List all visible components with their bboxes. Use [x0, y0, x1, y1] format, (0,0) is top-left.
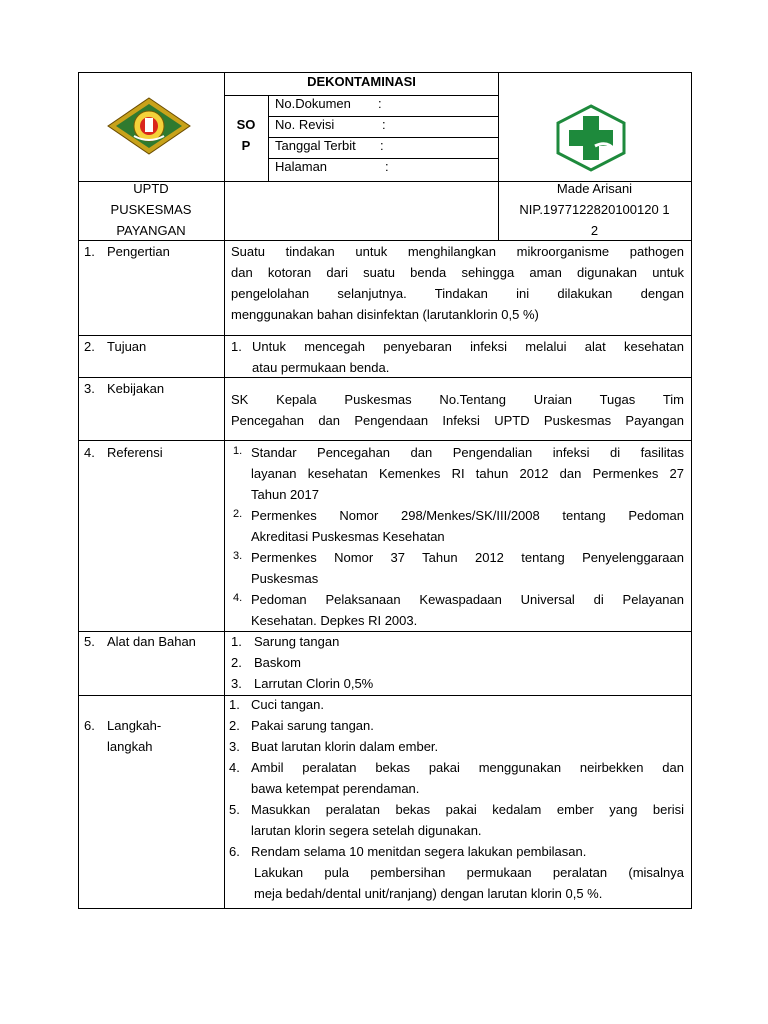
text-line: atau permukaan benda. — [252, 360, 390, 375]
section-label-langkah-line1: Langkah- — [107, 718, 162, 733]
org-name-line1: UPTD — [133, 181, 169, 196]
item-text: Baskom — [254, 655, 301, 670]
meta-colon: : — [380, 138, 384, 153]
text-line: layanan kesehatan Kemenkes RI tahun 2012 dan Permenkes 27 — [251, 466, 684, 481]
text-line: Tahun 2017 — [251, 487, 319, 502]
item-number: 3. — [233, 550, 243, 562]
item-number: 2. — [229, 718, 240, 733]
text-line: larutan klorin segera setelah digunakan. — [251, 823, 482, 838]
sop-label-line1: SO — [236, 117, 256, 132]
text-line: Untuk mencegah penyebaran infeksi melalui alat kesehatan — [252, 339, 684, 354]
meta-label: Halaman — [275, 159, 328, 174]
item-number: 6. — [229, 844, 240, 859]
item-text: Larrutan Clorin 0,5% — [254, 676, 374, 691]
text-line: Puskesmas — [251, 571, 319, 586]
meta-colon: : — [382, 117, 386, 132]
text-line: SK Kepala Puskesmas No.Tentang Uraian Tugas Tim — [231, 392, 684, 407]
text-line: Masukkan peralatan bekas pakai kedalam ember yang berisi — [251, 802, 684, 817]
text-line: Suatu tindakan untuk menghilangkan mikroorganisme pathogen — [231, 244, 684, 259]
section-label-pengertian: Pengertian — [107, 244, 170, 259]
text-line: Pedoman Pelaksanaan Kewaspadaan Universal di Pelayanan — [251, 592, 684, 607]
meta-colon: : — [378, 96, 382, 111]
text-line: Akreditasi Puskesmas Kesehatan — [251, 529, 445, 544]
section-label-referensi: Referensi — [107, 445, 163, 460]
org-name-line3: PAYANGAN — [116, 223, 186, 238]
text-line: Lakukan pula pembersihan permukaan peralatan (misalnya — [254, 865, 684, 880]
item-number: 2. — [231, 655, 242, 670]
text-line: Rendam selama 10 menitdan segera lakukan pembilasan. — [251, 844, 587, 859]
section-label-kebijakan: Kebijakan — [107, 381, 165, 396]
item-text: Sarung tangan — [254, 634, 340, 649]
text-line: Permenkes Nomor 298/Menkes/SK/III/2008 tentang Pedoman — [251, 508, 684, 523]
meta-label: No.Dokumen — [275, 96, 351, 111]
text-line: Buat larutan klorin dalam ember. — [251, 739, 439, 754]
text-line: bawa ketempat perendaman. — [251, 781, 420, 796]
section-label-langkah-line2: langkah — [107, 739, 153, 754]
puskesmas-green-cross-logo — [555, 104, 627, 172]
item-number: 1. — [233, 445, 243, 457]
section-number: 1. — [84, 244, 95, 259]
meta-colon: : — [385, 159, 389, 174]
signer-nip-line1: NIP.1977122820100120 1 — [519, 202, 670, 217]
signer-nip-line2: 2 — [590, 223, 599, 238]
item-number: 1. — [229, 697, 240, 712]
item-number: 1. — [231, 634, 242, 649]
section-label-alat-dan-bahan: Alat dan Bahan — [107, 634, 196, 649]
item-number: 2. — [233, 508, 243, 520]
item-number: 4. — [233, 592, 243, 604]
text-line: Kesehatan. Depkes RI 2003. — [251, 613, 418, 628]
text-line: Pakai sarung tangan. — [251, 718, 374, 733]
item-number: 1. — [231, 339, 242, 354]
text-line: pengelolahan selanjutnya. Tindakan ini dilakukan dengan — [231, 286, 684, 301]
text-line: Cuci tangan. — [251, 697, 324, 712]
section-number: 3. — [84, 381, 95, 396]
section-number: 2. — [84, 339, 95, 354]
regency-seal-logo — [106, 96, 192, 156]
text-line: Ambil peralatan bekas pakai menggunakan neirbekken dan — [251, 760, 684, 775]
text-line: Pencegahan dan Pengendaan Infeksi UPTD Puskesmas Payangan — [231, 413, 684, 428]
section-number: 6. — [84, 718, 95, 733]
document-title: DEKONTAMINASI — [307, 74, 416, 89]
section-number: 4. — [84, 445, 95, 460]
section-number: 5. — [84, 634, 95, 649]
meta-label: No. Revisi — [275, 117, 335, 132]
item-number: 5. — [229, 802, 240, 817]
text-line: menggunakan bahan disinfektan (larutanklorin 0,5 %) — [231, 307, 539, 322]
org-name-line2: PUSKESMAS — [110, 202, 192, 217]
meta-label: Tanggal Terbit — [275, 138, 356, 153]
text-line: Standar Pencegahan dan Pengendalian infeksi di fasilitas — [251, 445, 684, 460]
text-line: meja bedah/dental unit/ranjang) dengan larutan klorin 0,5 %. — [254, 886, 603, 901]
item-number: 3. — [231, 676, 242, 691]
item-number: 3. — [229, 739, 240, 754]
text-line: Permenkes Nomor 37 Tahun 2012 tentang Penyelenggaraan — [251, 550, 684, 565]
item-number: 4. — [229, 760, 240, 775]
signer-name: Made Arisani — [556, 181, 633, 196]
section-label-tujuan: Tujuan — [107, 339, 147, 354]
sop-label-line2: P — [241, 138, 251, 153]
text-line: dan kotoran dari suatu benda sehingga aman digunakan untuk — [231, 265, 684, 280]
